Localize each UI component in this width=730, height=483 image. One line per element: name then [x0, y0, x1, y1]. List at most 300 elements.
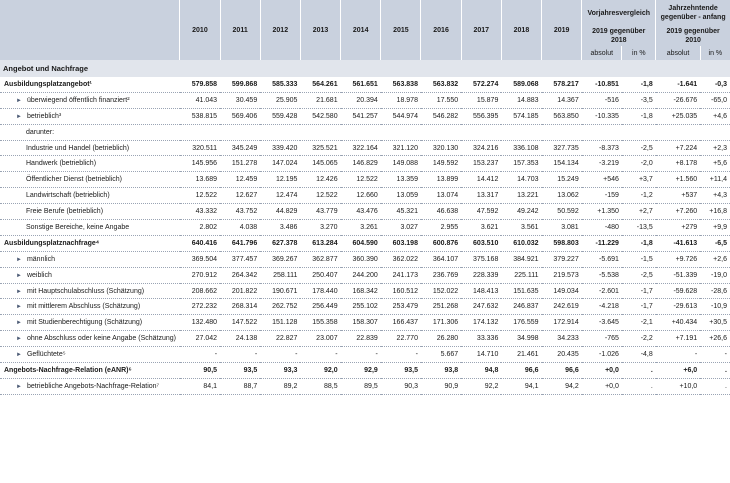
cell-value: -10.851 [582, 77, 622, 92]
cell-value: - [381, 347, 421, 363]
unit-absolut: absolut [582, 46, 622, 60]
cell-value: 152.022 [421, 283, 461, 299]
row-label [0, 267, 180, 283]
bullet-arrow-icon: ► [16, 288, 22, 295]
cell-value: 14.710 [461, 347, 501, 363]
cell-value: 572.274 [461, 77, 501, 92]
cell-value: 561.651 [341, 77, 381, 92]
cell-value: -19,0 [700, 267, 730, 283]
bullet-arrow-icon: ► [16, 336, 22, 343]
cell-value: 94,1 [501, 378, 541, 394]
cell-value: +5,6 [700, 156, 730, 172]
cell-value: 12.627 [220, 188, 260, 204]
row-label-text: Ausbildungsplatznachfrage⁴ [4, 239, 100, 247]
cell-value: +2,6 [700, 251, 730, 267]
cell-value: 3.261 [341, 220, 381, 236]
cell-value [656, 124, 700, 140]
cell-value: 246.837 [501, 299, 541, 315]
row-label [0, 124, 180, 140]
cell-value: 564.261 [300, 77, 340, 92]
cell-value: 149.034 [542, 283, 582, 299]
subheader-2019-vs-2010: 2019 gegenüber 2010 [656, 26, 730, 46]
cell-value: - [300, 347, 340, 363]
cell-value: 369.267 [260, 251, 300, 267]
cell-value: 34.233 [542, 331, 582, 347]
cell-value: 247.632 [461, 299, 501, 315]
row-label [0, 299, 180, 315]
cell-value: 324.216 [461, 140, 501, 156]
row-label [0, 108, 180, 124]
cell-value: -4.218 [582, 299, 622, 315]
cell-value: 578.217 [542, 77, 582, 92]
table-row [0, 204, 730, 220]
cell-value: +2,7 [622, 204, 656, 220]
cell-value: 364.107 [421, 251, 461, 267]
cell-value: 12.426 [300, 172, 340, 188]
cell-value: 171.306 [421, 315, 461, 331]
cell-value: 178.440 [300, 283, 340, 299]
table-row [0, 172, 730, 188]
cell-value: 5.667 [421, 347, 461, 363]
cell-value: 20.394 [341, 92, 381, 108]
cell-value: 538.815 [180, 108, 220, 124]
cell-value: 13.074 [421, 188, 461, 204]
subheader-2019-vs-2018: 2019 gegenüber 2018 [582, 26, 656, 46]
cell-value: +4,6 [700, 108, 730, 124]
cell-value: 360.390 [341, 251, 381, 267]
cell-value: 93,5 [220, 363, 260, 379]
cell-value: 262.752 [260, 299, 300, 315]
cell-value: 147.024 [260, 156, 300, 172]
cell-value: +25.035 [656, 108, 700, 124]
row-label-text: Angebots-Nachfrage-Relation (eANR)⁶ [4, 366, 132, 374]
cell-value: 339.420 [260, 140, 300, 156]
cell-value: +7.224 [656, 140, 700, 156]
cell-value: . [700, 378, 730, 394]
cell-value: -29.613 [656, 299, 700, 315]
header-row-top [0, 0, 730, 26]
cell-value: 166.437 [381, 315, 421, 331]
cell-value: 12.522 [300, 188, 340, 204]
cell-value [381, 124, 421, 140]
cell-value: 4.038 [220, 220, 260, 236]
cell-value: -6,5 [700, 235, 730, 251]
cell-value: 160.512 [381, 283, 421, 299]
cell-value: 563.850 [542, 108, 582, 124]
cell-value: 258.111 [260, 267, 300, 283]
cell-value: 541.257 [341, 108, 381, 124]
table-row [0, 283, 730, 299]
table-row [0, 108, 730, 124]
row-label [0, 220, 180, 236]
cell-value: 151.635 [501, 283, 541, 299]
cell-value: 325.521 [300, 140, 340, 156]
cell-value: -65,0 [700, 92, 730, 108]
cell-value: 563.838 [381, 77, 421, 92]
cell-value: 151.278 [220, 156, 260, 172]
cell-value: 93,5 [381, 363, 421, 379]
cell-value: 12.660 [341, 188, 381, 204]
cell-value: 379.227 [542, 251, 582, 267]
cell-value: 362.877 [300, 251, 340, 267]
row-label-text: Sonstige Bereiche, keine Angabe [26, 223, 130, 231]
row-label-text: überwiegend öffentlich finanziert² [26, 96, 130, 104]
row-label [0, 92, 180, 108]
cell-value: -2,5 [622, 140, 656, 156]
cell-value: 146.829 [341, 156, 381, 172]
cell-value: -2,5 [622, 267, 656, 283]
row-label [0, 315, 180, 331]
cell-value: 43.779 [300, 204, 340, 220]
unit-percent: in % [700, 46, 730, 60]
bullet-arrow-icon: ► [16, 256, 22, 263]
cell-value: +10,0 [656, 378, 700, 394]
cell-value: -10.335 [582, 108, 622, 124]
cell-value: -2,0 [622, 156, 656, 172]
row-label-text: mit mittlerem Abschluss (Schätzung) [26, 303, 141, 311]
cell-value: 13.899 [421, 172, 461, 188]
cell-value: 168.342 [341, 283, 381, 299]
cell-value: 2.802 [180, 220, 220, 236]
row-label-text: betriebliche Angebots-Nachfrage-Relation⁷ [26, 382, 160, 390]
cell-value: 43.476 [341, 204, 381, 220]
cell-value: 14.412 [461, 172, 501, 188]
year-header: 2014 [341, 0, 381, 60]
cell-value: 13.317 [461, 188, 501, 204]
cell-value: -3.645 [582, 315, 622, 331]
row-label [0, 77, 180, 92]
cell-value: 556.395 [461, 108, 501, 124]
cell-value: 242.619 [542, 299, 582, 315]
cell-value: 574.185 [501, 108, 541, 124]
cell-value: -1,7 [622, 299, 656, 315]
cell-value: 12.459 [220, 172, 260, 188]
cell-value: +30,5 [700, 315, 730, 331]
row-label [0, 283, 180, 299]
cell-value: 603.198 [381, 235, 421, 251]
cell-value: - [180, 347, 220, 363]
cell-value: -765 [582, 331, 622, 347]
cell-value: -59.628 [656, 283, 700, 299]
cell-value: 15.879 [461, 92, 501, 108]
cell-value: 600.876 [421, 235, 461, 251]
cell-value: 604.590 [341, 235, 381, 251]
row-label-text: Freie Berufe (betrieblich) [26, 208, 104, 216]
cell-value: 208.662 [180, 283, 220, 299]
cell-value: 253.479 [381, 299, 421, 315]
table-row [0, 347, 730, 363]
cell-value: 377.457 [220, 251, 260, 267]
cell-value: 384.921 [501, 251, 541, 267]
table-row [0, 235, 730, 251]
cell-value: 272.232 [180, 299, 220, 315]
cell-value: 174.132 [461, 315, 501, 331]
cell-value: -41.613 [656, 235, 700, 251]
cell-value: -2,1 [622, 315, 656, 331]
year-header: 2011 [220, 0, 260, 60]
cell-value: 22.770 [381, 331, 421, 347]
row-label-text: Handwerk (betrieblich) [26, 160, 97, 168]
cell-value: +546 [582, 172, 622, 188]
year-header: 2019 [542, 0, 582, 60]
cell-value: 270.912 [180, 267, 220, 283]
cell-value: 43.752 [220, 204, 260, 220]
cell-value: - [700, 347, 730, 363]
cell-value: 3.027 [381, 220, 421, 236]
cell-value: -28,6 [700, 283, 730, 299]
cell-value: +40.434 [656, 315, 700, 331]
cell-value: 23.007 [300, 331, 340, 347]
cell-value: +7.191 [656, 331, 700, 347]
row-label-text: betrieblich³ [26, 112, 62, 120]
cell-value: 17.550 [421, 92, 461, 108]
cell-value [421, 124, 461, 140]
cell-value [260, 124, 300, 140]
cell-value: 241.173 [381, 267, 421, 283]
cell-value: 147.522 [220, 315, 260, 331]
bullet-arrow-icon: ► [16, 272, 22, 279]
row-label [0, 378, 180, 394]
row-label-text: Landwirtschaft (betrieblich) [26, 192, 110, 200]
cell-value: +0,0 [582, 378, 622, 394]
row-label-text: weiblich [26, 271, 52, 279]
cell-value: +279 [656, 220, 700, 236]
year-header: 2015 [381, 0, 421, 60]
section-title: Angebot und Nachfrage [0, 60, 730, 77]
cell-value [220, 124, 260, 140]
cell-value: 14.703 [501, 172, 541, 188]
cell-value: 2.955 [421, 220, 461, 236]
cell-value: 145.065 [300, 156, 340, 172]
cell-value: 13.359 [381, 172, 421, 188]
year-header: 2010 [180, 0, 220, 60]
cell-value: +4,3 [700, 188, 730, 204]
cell-value: 236.769 [421, 267, 461, 283]
cell-value: 603.510 [461, 235, 501, 251]
row-label [0, 251, 180, 267]
cell-value [180, 124, 220, 140]
cell-value: 610.032 [501, 235, 541, 251]
cell-value: +1.350 [582, 204, 622, 220]
cell-value: 322.164 [341, 140, 381, 156]
table-row [0, 315, 730, 331]
cell-value: 13.062 [542, 188, 582, 204]
table-row [0, 220, 730, 236]
year-header: 2013 [300, 0, 340, 60]
cell-value: 155.358 [300, 315, 340, 331]
cell-value: 15.249 [542, 172, 582, 188]
cell-value: 22.839 [341, 331, 381, 347]
cell-value: +6,0 [656, 363, 700, 379]
group-header-jahrzehnt: Jahrzehntende gegenüber - anfang [656, 0, 730, 26]
bullet-arrow-icon: ► [16, 320, 22, 327]
cell-value: 327.735 [542, 140, 582, 156]
cell-value: 585.333 [260, 77, 300, 92]
cell-value: -480 [582, 220, 622, 236]
cell-value: 153.237 [461, 156, 501, 172]
year-header: 2017 [461, 0, 501, 60]
bullet-arrow-icon: ► [16, 97, 22, 104]
cell-value: 3.561 [501, 220, 541, 236]
group-header-vorjahr: Vorjahresvergleich [582, 0, 656, 26]
cell-value: 33.336 [461, 331, 501, 347]
cell-value: 3.486 [260, 220, 300, 236]
table-row [0, 188, 730, 204]
cell-value: -1.026 [582, 347, 622, 363]
cell-value: +7.260 [656, 204, 700, 220]
table-row [0, 140, 730, 156]
cell-value: 90,5 [180, 363, 220, 379]
cell-value: 321.120 [381, 140, 421, 156]
cell-value: 94,8 [461, 363, 501, 379]
year-header: 2012 [260, 0, 300, 60]
cell-value: 613.284 [300, 235, 340, 251]
cell-value: -5.691 [582, 251, 622, 267]
cell-value: 345.249 [220, 140, 260, 156]
cell-value: 228.339 [461, 267, 501, 283]
cell-value: 30.459 [220, 92, 260, 108]
cell-value: -2.601 [582, 283, 622, 299]
cell-value: 47.592 [461, 204, 501, 220]
cell-value: 88,7 [220, 378, 260, 394]
cell-value: 45.321 [381, 204, 421, 220]
cell-value: 90,9 [421, 378, 461, 394]
cell-value: 256.449 [300, 299, 340, 315]
row-label-text: Öffentlicher Dienst (betrieblich) [26, 176, 122, 184]
table-row [0, 77, 730, 92]
cell-value: +9,9 [700, 220, 730, 236]
cell-value: 375.168 [461, 251, 501, 267]
cell-value: . [622, 378, 656, 394]
cell-value: -26.676 [656, 92, 700, 108]
cell-value: +9.726 [656, 251, 700, 267]
cell-value: 96,6 [542, 363, 582, 379]
cell-value: 13.221 [501, 188, 541, 204]
row-label-text: Geflüchtete⁵ [26, 351, 66, 359]
cell-value: -5.538 [582, 267, 622, 283]
unit-absolut: absolut [656, 46, 700, 60]
table-row [0, 156, 730, 172]
cell-value: 13.689 [180, 172, 220, 188]
cell-value: 225.111 [501, 267, 541, 283]
cell-value: 599.868 [220, 77, 260, 92]
cell-value: 546.282 [421, 108, 461, 124]
cell-value: 92,0 [300, 363, 340, 379]
cell-value: . [700, 363, 730, 379]
cell-value: -1,7 [622, 283, 656, 299]
cell-value: 151.128 [260, 315, 300, 331]
row-label [0, 235, 180, 251]
cell-value: 46.638 [421, 204, 461, 220]
row-label-text: darunter: [26, 128, 55, 136]
cell-value: 158.307 [341, 315, 381, 331]
cell-value: 579.858 [180, 77, 220, 92]
cell-value: +2,3 [700, 140, 730, 156]
cell-value: 149.088 [381, 156, 421, 172]
cell-value: 88,5 [300, 378, 340, 394]
cell-value: 255.102 [341, 299, 381, 315]
cell-value: 244.200 [341, 267, 381, 283]
cell-value: 21.461 [501, 347, 541, 363]
cell-value: +3,7 [622, 172, 656, 188]
row-label [0, 156, 180, 172]
cell-value: +1.560 [656, 172, 700, 188]
cell-value: 89,2 [260, 378, 300, 394]
table-row [0, 92, 730, 108]
bullet-arrow-icon: ► [16, 383, 22, 390]
row-label [0, 140, 180, 156]
cell-value: -1.641 [656, 77, 700, 92]
cell-value: 92,2 [461, 378, 501, 394]
cell-value: . [622, 363, 656, 379]
cell-value: 154.134 [542, 156, 582, 172]
cell-value: -159 [582, 188, 622, 204]
cell-value: 563.832 [421, 77, 461, 92]
cell-value: +16,8 [700, 204, 730, 220]
cell-value: 320.130 [421, 140, 461, 156]
cell-value: +26,6 [700, 331, 730, 347]
cell-value: +8.178 [656, 156, 700, 172]
cell-value: 3.270 [300, 220, 340, 236]
cell-value: 3.081 [542, 220, 582, 236]
cell-value: 27.042 [180, 331, 220, 347]
cell-value: 598.803 [542, 235, 582, 251]
cell-value: 176.559 [501, 315, 541, 331]
cell-value [622, 124, 656, 140]
cell-value: 336.108 [501, 140, 541, 156]
cell-value: -1,8 [622, 108, 656, 124]
table-row [0, 331, 730, 347]
cell-value: 96,6 [501, 363, 541, 379]
row-label [0, 331, 180, 347]
cell-value: 93,8 [421, 363, 461, 379]
row-label-text: Ausbildungsplatzangebot¹ [4, 80, 92, 88]
cell-value [582, 124, 622, 140]
cell-value: 157.353 [501, 156, 541, 172]
cell-value: 542.580 [300, 108, 340, 124]
cell-value: -1,8 [622, 235, 656, 251]
cell-value: 12.522 [341, 172, 381, 188]
cell-value [300, 124, 340, 140]
cell-value [341, 124, 381, 140]
row-label-text: Industrie und Handel (betrieblich) [26, 144, 130, 152]
cell-value: - [656, 347, 700, 363]
row-label [0, 204, 180, 220]
cell-value: 148.413 [461, 283, 501, 299]
cell-value: 268.314 [220, 299, 260, 315]
cell-value: 132.480 [180, 315, 220, 331]
cell-value [501, 124, 541, 140]
cell-value: 44.829 [260, 204, 300, 220]
cell-value: -1,2 [622, 188, 656, 204]
cell-value: 627.378 [260, 235, 300, 251]
cell-value: +537 [656, 188, 700, 204]
cell-value: -11.229 [582, 235, 622, 251]
cell-value: 94,2 [542, 378, 582, 394]
cell-value: -10,9 [700, 299, 730, 315]
section-row [0, 60, 730, 77]
cell-value: 369.504 [180, 251, 220, 267]
cell-value: 49.242 [501, 204, 541, 220]
cell-value: -516 [582, 92, 622, 108]
cell-value: -3,5 [622, 92, 656, 108]
cell-value: 190.671 [260, 283, 300, 299]
cell-value: 18.978 [381, 92, 421, 108]
cell-value: -51.339 [656, 267, 700, 283]
cell-value: - [260, 347, 300, 363]
cell-value: 149.592 [421, 156, 461, 172]
bullet-arrow-icon: ► [16, 352, 22, 359]
